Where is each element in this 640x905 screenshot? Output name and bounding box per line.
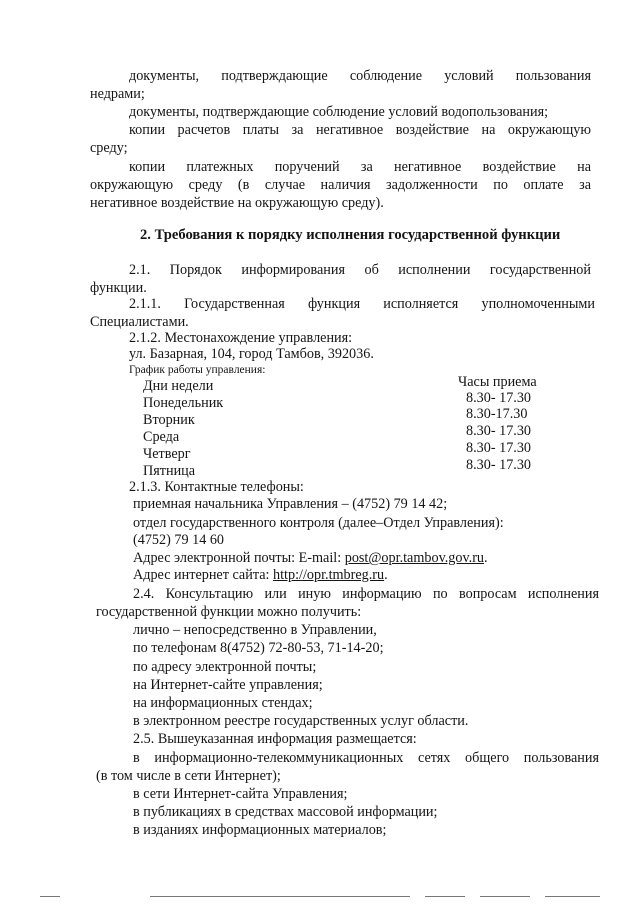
- paragraph-2-1-1: 2.1.1. Государственная функция исполняется уполномоченными: [129, 296, 595, 312]
- schedule-day: Четверг: [143, 446, 191, 462]
- list-item: по телефонам 8(4752) 72-80-53, 71-14-20;: [133, 640, 384, 656]
- schedule-day: Пятница: [143, 463, 196, 479]
- text-line: (в том числе в сети Интернет);: [96, 768, 281, 784]
- text-line: копии расчетов платы за негативное воздействие на окружающую: [129, 122, 591, 138]
- email-line: [133, 550, 488, 567]
- schedule-hours: 8.30- 17.30: [466, 440, 532, 456]
- schedule-title: График работы управления:: [129, 364, 266, 376]
- list-item: лично – непосредственно в Управлении,: [133, 622, 377, 638]
- site-label: Адрес интернет сайта:: [133, 567, 273, 583]
- text-line: функции.: [90, 280, 147, 296]
- address: ул. Базарная, 104, город Тамбов, 392036.: [129, 346, 374, 362]
- paragraph-2-1-2: 2.1.2. Местонахождение управления:: [129, 330, 353, 346]
- phone-reception: приемная начальника Управления – (4752) 79 14 42;: [133, 496, 448, 512]
- list-item: в публикациях в средствах массовой информации;: [133, 804, 438, 820]
- schedule-hours: 8.30- 17.30: [466, 390, 532, 406]
- text-line: документы, подтверждающие соблюдение условий пользования: [129, 68, 591, 84]
- text-line: копии платежных поручений за негативное воздействие на: [129, 159, 591, 175]
- email-label: Адрес электронной почты: E-mail:: [133, 550, 345, 566]
- text-line: недрами;: [90, 86, 145, 102]
- text-line: государственной функции можно получить:: [96, 604, 362, 620]
- schedule-hours: 8.30- 17.30: [466, 423, 532, 439]
- email-tail: .: [484, 550, 488, 566]
- schedule-hours-header: Часы приема: [458, 374, 537, 390]
- schedule-day: Понедельник: [143, 395, 224, 411]
- list-item: в сети Интернет-сайта Управления;: [133, 786, 348, 802]
- text-line: в информационно-телекоммуникационных сетях общего пользования: [133, 750, 599, 766]
- schedule-hours: 8.30- 17.30: [466, 457, 532, 473]
- site-line: [133, 567, 388, 584]
- paragraph-2-4: 2.4. Консультацию или иную информацию по вопросам исполнения: [133, 586, 599, 602]
- text-line: документы, подтверждающие соблюдение условий водопользования;: [129, 104, 549, 120]
- paragraph-2-1: 2.1. Порядок информирования об исполнении государственной: [129, 262, 591, 278]
- paragraph-2-1-3: 2.1.3. Контактные телефоны:: [129, 479, 304, 495]
- text-line: среду;: [90, 140, 128, 156]
- email-link[interactable]: post@opr.tambov.gov.ru: [344, 550, 485, 566]
- list-item: на информационных стендах;: [133, 695, 313, 711]
- list-item: по адресу электронной почты;: [133, 659, 317, 675]
- schedule-day: Вторник: [143, 412, 195, 428]
- text-line: негативное воздействие на окружающую среду).: [90, 195, 384, 211]
- list-item: в электронном реестре государственных услуг области.: [133, 713, 469, 729]
- scan-edge-line: [0, 896, 640, 900]
- phone-department-number: (4752) 79 14 60: [133, 532, 225, 548]
- list-item: на Интернет-сайте управления;: [133, 677, 323, 693]
- schedule-hours: 8.30-17.30: [466, 406, 528, 422]
- site-tail: .: [384, 567, 388, 583]
- schedule-day: Среда: [143, 429, 180, 445]
- paragraph-2-5: 2.5. Вышеуказанная информация размещается:: [133, 731, 417, 747]
- site-link[interactable]: http://opr.tmbreg.ru: [273, 567, 385, 583]
- schedule-days-header: Дни недели: [143, 378, 214, 394]
- text-line: Специалистами.: [90, 314, 189, 330]
- text-line: окружающую среду (в случае наличия задолженности по оплате за: [90, 177, 591, 193]
- list-item: в изданиях информационных материалов;: [133, 822, 387, 838]
- phone-department: отдел государственного контроля (далее–Отдел Управления):: [133, 515, 504, 531]
- section-heading: 2. Требования к порядку исполнения государственной функции: [140, 227, 561, 243]
